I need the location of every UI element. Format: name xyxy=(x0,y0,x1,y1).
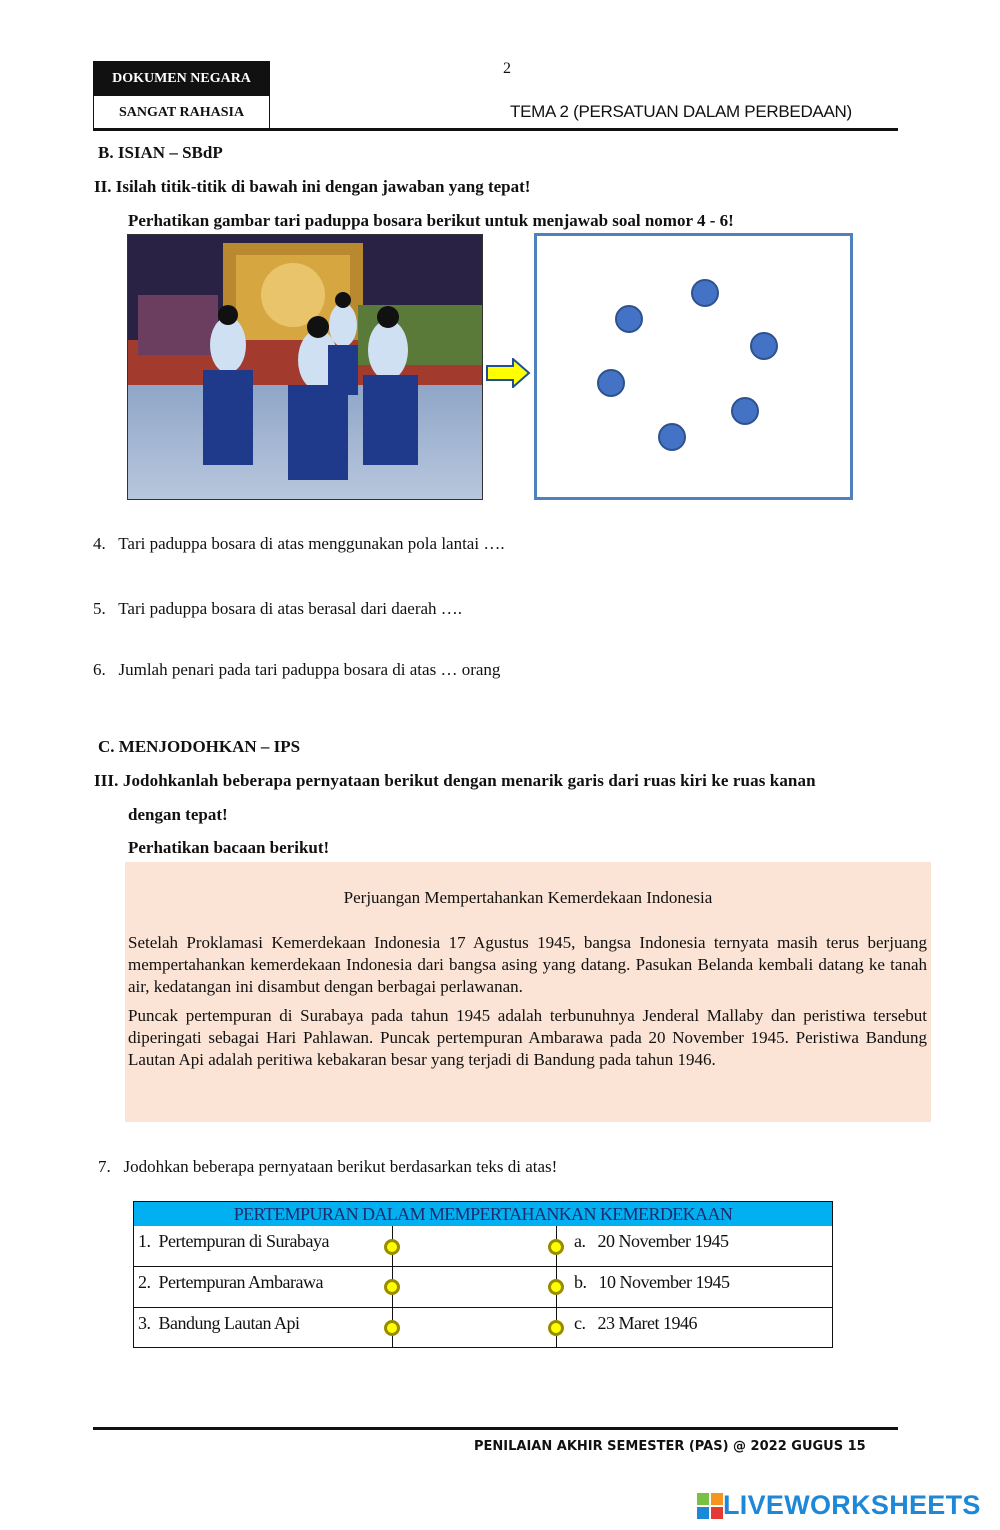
left-item-2 xyxy=(138,1267,388,1307)
matching-table-header: PERTEMPURAN DALAM MEMPERTAHANKAN KEMERDEKAAN xyxy=(134,1202,832,1226)
dancer-dot xyxy=(616,306,642,332)
section-b-sub-instruction: Perhatikan gambar tari paduppa bosara berikut untuk menjawab soal nomor 4 - 6! xyxy=(128,211,734,230)
dancer-dot xyxy=(598,370,624,396)
item-number: 1. xyxy=(138,1231,151,1251)
question-4 xyxy=(93,534,505,554)
matching-table xyxy=(133,1201,833,1348)
right-item-a xyxy=(574,1226,829,1267)
question-number: 4. xyxy=(93,534,106,553)
liveworksheets-icon xyxy=(697,1493,723,1519)
reading-box xyxy=(125,862,931,1122)
section-b-heading: B. ISIAN – SBdP xyxy=(98,143,223,162)
dancer-dot xyxy=(732,398,758,424)
question-text: Tari paduppa bosara di atas berasal dari daerah …. xyxy=(118,599,463,618)
question-number: 6. xyxy=(93,660,106,679)
match-dot-left-3[interactable] xyxy=(384,1320,400,1336)
item-text: Pertempuran Ambarawa xyxy=(158,1272,323,1292)
match-dot-left-2[interactable] xyxy=(384,1279,400,1295)
section-c-instruction: III. Jodohkanlah beberapa pernyataan berikut dengan menarik garis dari ruas kiri ke ruas kanan xyxy=(94,771,816,790)
match-dot-right-b[interactable] xyxy=(548,1279,564,1295)
question-7 xyxy=(98,1157,557,1177)
match-dot-left-1[interactable] xyxy=(384,1239,400,1255)
dancer-dot xyxy=(751,333,777,359)
doc-label-bottom: SANGAT RAHASIA xyxy=(93,96,270,130)
section-b-instruction: II. Isilah titik-titik di bawah ini dengan jawaban yang tepat! xyxy=(94,177,531,196)
right-item-c xyxy=(574,1308,829,1348)
doc-label-top: DOKUMEN NEGARA xyxy=(93,61,270,97)
item-text: 20 November 1945 xyxy=(597,1231,729,1251)
table-row xyxy=(134,1226,832,1267)
liveworksheets-logo xyxy=(697,1490,981,1521)
reading-title: Perjuangan Mempertahankan Kemerdekaan Indonesia xyxy=(343,888,713,907)
page-number: 2 xyxy=(503,60,511,77)
question-5 xyxy=(93,599,462,619)
header-rule xyxy=(93,128,898,131)
item-number: 3. xyxy=(138,1313,151,1333)
dancer-dot xyxy=(659,424,685,450)
floor-pattern-diagram xyxy=(534,233,853,500)
section-c-heading: C. MENJODOHKAN – IPS xyxy=(98,737,301,756)
question-text: Tari paduppa bosara di atas menggunakan pola lantai …. xyxy=(118,534,505,553)
dance-photo xyxy=(127,234,483,500)
left-item-1 xyxy=(138,1226,388,1267)
match-dot-right-c[interactable] xyxy=(548,1320,564,1336)
item-number: c. xyxy=(574,1313,586,1333)
question-number: 7. xyxy=(98,1157,111,1176)
table-row xyxy=(134,1266,832,1307)
item-number: 2. xyxy=(138,1272,151,1292)
section-c-sub-instruction: Perhatikan bacaan berikut! xyxy=(128,838,330,857)
question-number: 5. xyxy=(93,599,106,618)
question-text: Jodohkan beberapa pernyataan berikut berdasarkan teks di atas! xyxy=(123,1157,558,1176)
reading-paragraph-2: Puncak pertempuran di Surabaya pada tahun 1945 adalah terbunuhnya Jenderal Mallaby dan peristiwa tersebut diperingati sebagai Hari Pahlawan. Puncak pertempuran Ambarawa pada 20 November 1945. Peristiwa Bandung Lautan Api adalah peritiwa kebakaran besar yang terjadi di Bandung pada tahun 1946. xyxy=(128,1006,927,1069)
question-6 xyxy=(93,660,500,680)
liveworksheets-brand: LIVEWORKSHEETS xyxy=(723,1490,981,1520)
left-item-3 xyxy=(138,1308,388,1348)
dancer-dot xyxy=(692,280,718,306)
reading-paragraph-1: Setelah Proklamasi Kemerdekaan Indonesia 17 Agustus 1945, bangsa Indonesia ternyata masih terus berjuang mempertahankan kemerdekaan Indonesia dari bangsa asing yang datang. Pasukan Belanda kembali datang ke tanah air, kedatangan ini disambut dengan berbagai perlawanan. xyxy=(128,933,927,996)
theme-title: TEMA 2 (PERSATUAN DALAM PERBEDAAN) xyxy=(510,102,852,121)
footer-text: PENILAIAN AKHIR SEMESTER (PAS) @ 2022 GUGUS 15 xyxy=(474,1439,866,1454)
item-number: b. xyxy=(574,1272,587,1292)
item-text: Bandung Lautan Api xyxy=(158,1313,300,1333)
section-c-instruction-cont: dengan tepat! xyxy=(128,805,228,824)
item-text: 23 Maret 1946 xyxy=(597,1313,697,1333)
match-dot-right-a[interactable] xyxy=(548,1239,564,1255)
right-item-b xyxy=(574,1267,829,1307)
item-text: 10 November 1945 xyxy=(598,1272,730,1292)
table-row xyxy=(134,1307,832,1348)
footer-rule xyxy=(93,1427,898,1430)
item-text: Pertempuran di Surabaya xyxy=(158,1231,329,1251)
item-number: a. xyxy=(574,1231,586,1251)
arrow-right-icon xyxy=(485,358,531,388)
question-text: Jumlah penari pada tari paduppa bosara di atas … orang xyxy=(118,660,501,679)
